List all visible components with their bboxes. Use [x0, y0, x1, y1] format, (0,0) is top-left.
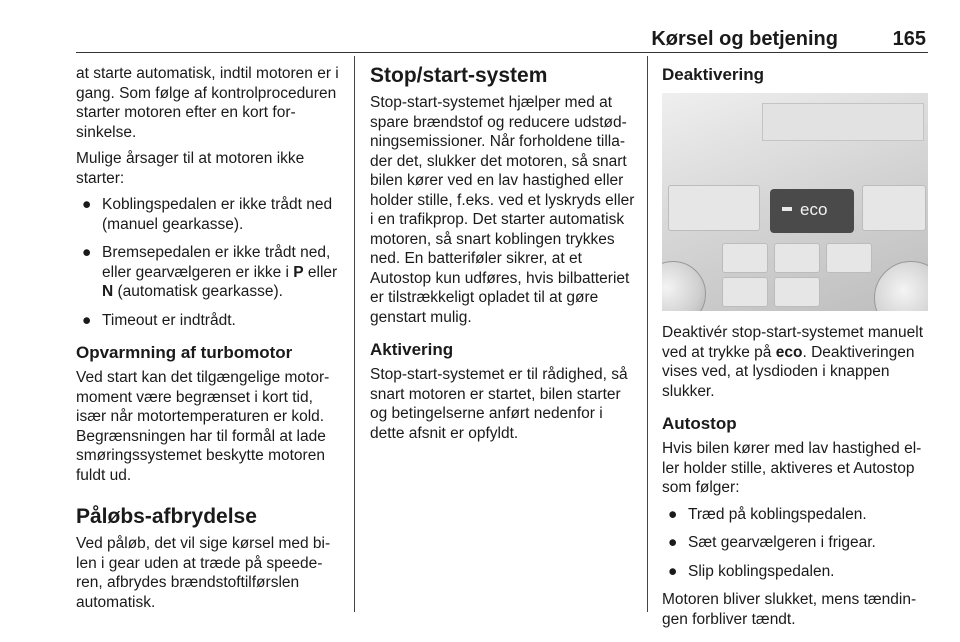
- section-heading: Aktivering: [370, 340, 454, 359]
- list-item-text: Timeout er indtrådt.: [102, 311, 236, 329]
- section-heading: Opvarmning af turbomotor: [76, 343, 293, 362]
- list-item: [662, 505, 928, 525]
- column-middle: [370, 64, 636, 450]
- page-header: [76, 26, 928, 53]
- list-item: [662, 533, 928, 553]
- bullet-list: [662, 505, 928, 582]
- column-divider: [354, 56, 355, 612]
- list-item: [76, 311, 342, 331]
- text-run: . Deaktiveringen vises ved, at lysdioden i knappen slukker.: [662, 343, 915, 400]
- eco-button: [770, 189, 854, 233]
- paragraph: Hvis bilen kører med lav hastighed eller holder stille, aktiveres et Autostop som følger:: [662, 440, 922, 496]
- gear-p-label: P: [293, 263, 304, 281]
- bullet-icon: ●: [668, 562, 678, 580]
- paragraph: Stop-start-systemet hjælper med at spare brændstof og reducere udstødningsemissioner. Når forholdene tillader det, slukker det motoren, så snart bilen kører ved en lav hastighed eller holder stille, f.eks. ved et lyskryds eller i en trafikprop. Det starter automatisk motoren, så snart koblingen trykkes ned. En batteriføler sikrer, at et Autostop kun udføres, hvis bilbatteriet er tilstrækkeligt opladet til at gøre genstart mulig.: [370, 94, 635, 326]
- eco-button-label: eco: [800, 200, 828, 219]
- list-item-text: Slip koblingspedalen.: [688, 562, 835, 580]
- bullet-icon: ●: [668, 534, 678, 551]
- list-item-text: Træd på koblingspedalen.: [688, 505, 867, 523]
- paragraph: Ved start kan det tilgængelige motormoment være begrænset i kort tid, især når motortemperaturen er kold. Begrænsningen har til formål at lade smøringssystemet beskytte motoren fuldt ud.: [76, 369, 330, 484]
- paragraph: at starte automatisk, indtil motoren er i gang. Som følge af kontrolproceduren starter motoren efter en kort forsinkelse.: [76, 65, 339, 141]
- page-number: 165: [892, 28, 926, 50]
- knob-icon: [874, 261, 928, 311]
- list-item-text: Sæt gearvælgeren i frigear.: [688, 534, 876, 551]
- paragraph: Mulige årsager til at motoren ikke starter:: [76, 150, 305, 187]
- section-heading: Stop/start-system: [370, 64, 548, 87]
- dashboard-button: [826, 243, 872, 273]
- gear-n-label: N: [102, 283, 114, 300]
- dashboard-button: [862, 185, 926, 231]
- column-left: [76, 64, 342, 619]
- list-item: [76, 243, 342, 302]
- bullet-icon: ●: [82, 196, 92, 213]
- column-right: [662, 64, 928, 636]
- bullet-icon: ●: [82, 244, 92, 261]
- dashboard-button: [722, 243, 768, 273]
- dashboard-vent: [762, 103, 924, 141]
- dashboard-button: [774, 243, 820, 273]
- eco-button-figure: [662, 93, 928, 311]
- bullet-icon: ●: [668, 505, 678, 523]
- led-indicator-icon: [782, 207, 792, 211]
- dashboard-button: [722, 277, 768, 307]
- list-item-text: Bremsepedalen er ikke trådt ned, eller gearvælgeren er ikke i: [102, 244, 331, 281]
- section-heading: Deaktivering: [662, 65, 765, 84]
- list-item: [662, 562, 928, 582]
- list-item-text: eller: [303, 263, 338, 281]
- list-item-text: (automatisk gearkasse).: [113, 283, 283, 300]
- column-divider: [647, 56, 648, 612]
- page-title: Kørsel og betjening: [651, 28, 838, 50]
- section-heading: Autostop: [662, 414, 737, 433]
- bullet-icon: ●: [82, 311, 92, 329]
- bullet-list: [76, 195, 342, 330]
- text-run: Deaktivér stop-start-systemet manuelt ved at trykke på: [662, 324, 924, 361]
- paragraph: Stop-start-systemet er til rådighed, så snart motoren er startet, bilen starter og betingelserne anført nedenfor i dette afsnit er opfyldt.: [370, 366, 628, 442]
- knob-icon: [662, 261, 706, 311]
- list-item-text: Koblingspedalen er ikke trådt ned (manuel gearkasse).: [102, 196, 333, 233]
- eco-label: eco: [775, 343, 803, 361]
- list-item: [76, 195, 342, 234]
- paragraph: [662, 323, 928, 401]
- paragraph: Ved påløb, det vil sige kørsel med bilen i gear uden at træde på speederen, afbrydes brændstoftilførslen automatisk.: [76, 535, 331, 611]
- dashboard-button: [668, 185, 760, 231]
- dashboard-button: [774, 277, 820, 307]
- section-heading: Påløbs-afbrydelse: [76, 505, 257, 528]
- paragraph: Motoren bliver slukket, mens tændingen forbliver tændt.: [662, 591, 917, 628]
